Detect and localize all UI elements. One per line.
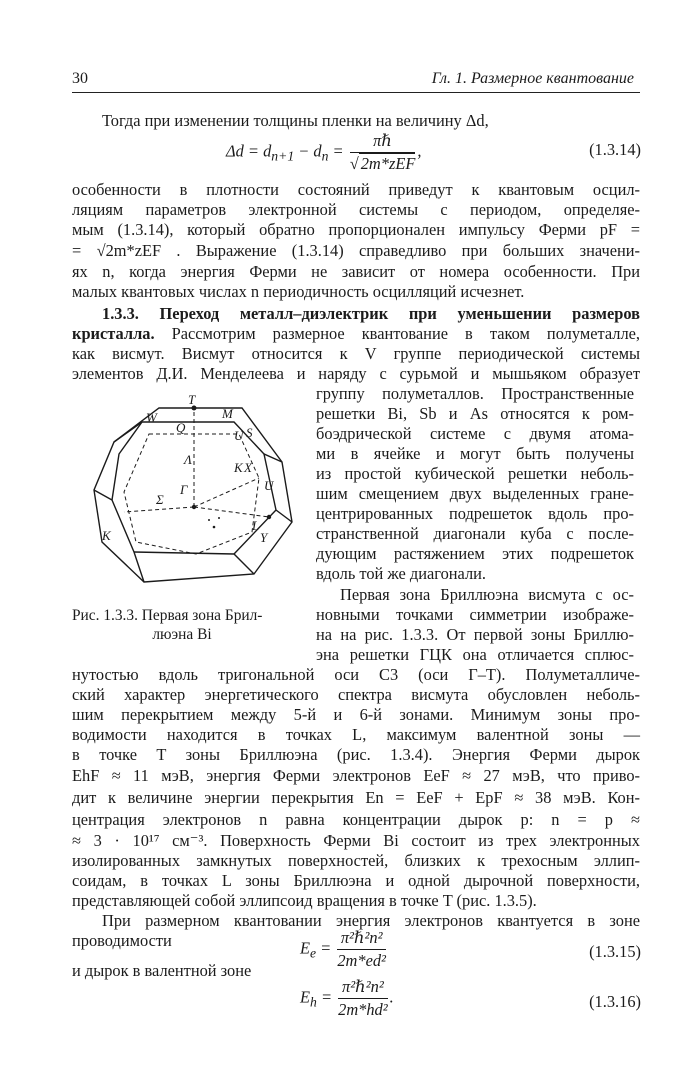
gamma-l-line — [194, 507, 269, 517]
text-line: ми в ячейке и могут быть получены — [316, 444, 634, 463]
fermi-pocket — [208, 519, 210, 521]
equation-1-3-16 — [300, 977, 394, 1020]
label-u: U — [234, 428, 244, 443]
text-line: ≈ 3 · 10¹⁷ см⁻³. Поверхность Ферми Bi состоит из трех электронных — [72, 831, 640, 850]
label-x: X — [244, 460, 252, 475]
text-line: Первая зона Бриллюэна висмута с ос- — [340, 585, 634, 604]
text-line: ский характер энергетического спектра висмута обусловлен неболь- — [72, 685, 640, 704]
eq-tail: , — [417, 141, 422, 161]
eq-sign: = — [316, 938, 332, 958]
gamma-k-line — [194, 478, 259, 507]
label-sigma: Σ — [156, 492, 164, 507]
text-line: на на рис. 1.3.3. От первой зоны Бриллю- — [316, 625, 634, 644]
section-heading-end: кристалла. — [72, 324, 155, 343]
equation-number: (1.3.16) — [589, 992, 641, 1011]
figure-caption: люэна Bi — [152, 626, 212, 643]
text-line: новными точками симметрии изображе- — [316, 605, 634, 624]
eq-sub: h — [310, 994, 317, 1010]
text-line: представляющей собой эллипсоид вращения в точке T (рис. 1.3.5). — [72, 891, 537, 910]
label-u-lower: U — [264, 478, 274, 493]
label-q: Q — [176, 420, 186, 435]
running-head: Гл. 1. Размерное квантование — [431, 70, 634, 87]
text-line: из простой кубической решетки неболь- — [316, 464, 634, 483]
text-line: центрированных подрешеток вдоль про- — [316, 504, 634, 523]
gamma-sigma-line — [124, 507, 194, 512]
equation-number: (1.3.15) — [589, 942, 641, 961]
text-span: Рассмотрим размерное квантование в таком полуметалле, — [154, 324, 640, 343]
text-line: и дырок в валентной зоне — [72, 961, 252, 980]
text-line: решетки Bi, Sb и As относятся к ром- — [316, 404, 634, 423]
text-line: шим перекрытием между 5-й и 6-й зонами. Минимум зоны про- — [72, 705, 640, 724]
eq-sign: = — [328, 141, 344, 161]
text-line: дующим растяжением этих подрешеток — [316, 544, 634, 563]
text-line: EhF ≈ 11 мэВ, энергия Ферми электронов EeF ≈ 27 мэВ, что приво- — [72, 766, 640, 785]
text-line: малых квантовых числах n периодичность осцилляций исчезнет. — [72, 282, 525, 301]
brillouin-zone-figure — [84, 392, 304, 592]
text-line: группу полуметаллов. Пространственные — [316, 384, 634, 403]
eq-lhs: Δd = d — [226, 141, 272, 161]
eq-denominator: 2m*hd² — [338, 1000, 388, 1019]
text-line: мым (1.3.14), который обратно пропорционален импульсу Ферми pF = — [72, 220, 640, 239]
text-line: в точке T зоны Бриллюэна (рис. 1.3.4). Энергия Ферми дырок — [72, 745, 640, 764]
text-line: ях n, когда энергия Ферми не зависит от номера особенности. При — [72, 262, 640, 281]
eq-numerator: π²ℏ²n² — [337, 928, 386, 950]
text-line: дит к величине энергии перекрытия En = EeF + EpF ≈ 38 мэВ. Кон- — [72, 788, 640, 807]
equation-number: (1.3.14) — [589, 140, 641, 159]
label-y: Y — [260, 530, 268, 545]
eq-tail: . — [389, 987, 394, 1007]
point-gamma — [192, 505, 196, 509]
text-line: особенности в плотности состояний приведут к квантовым осцил- — [72, 180, 640, 199]
text-line: = √2m*zEF . Выражение (1.3.14) справедливо при больших значени- — [72, 241, 640, 260]
eq-fraction: $\frac{\text{πℏ}}{\text{√ 2m*zEF}}$ — [349, 131, 416, 173]
eq-mid: − d — [294, 141, 322, 161]
eq-fraction — [338, 977, 388, 1020]
label-m: M — [222, 406, 233, 421]
zone-edge — [134, 552, 254, 574]
text-line: Тогда при изменении толщины пленки на величину Δd, — [102, 111, 489, 130]
label-t: T — [188, 392, 196, 407]
label-w: W — [146, 410, 157, 425]
text-line: ляциям параметров электронной системы с периодом, определяе- — [72, 200, 640, 219]
page-header — [72, 70, 640, 93]
eq-sub: n+1 — [271, 148, 295, 164]
label-lambda: Λ — [184, 452, 192, 467]
eq-lhs: E — [300, 987, 311, 1007]
text-line — [72, 324, 640, 344]
text-line: центрация электронов n равна концентрации дырок p: n = p ≈ — [72, 810, 640, 829]
label-l: L — [252, 518, 260, 533]
equation-1-3-14 — [226, 131, 421, 174]
fermi-pocket — [213, 526, 216, 529]
eq-sub: e — [310, 945, 317, 961]
text-line: соидам, в точках L зоны Бриллюэна и одной дырочной поверхности, — [72, 871, 640, 890]
text-line: боэдрической системе с двумя атома- — [316, 424, 634, 443]
label-gamma: Γ — [180, 482, 188, 497]
eq-numerator: πℏ — [350, 131, 416, 153]
text-line: вдоль той же диагонали. — [316, 564, 487, 583]
brillouin-zone-diagram — [84, 392, 304, 592]
text-line: проводимости — [72, 931, 172, 950]
figure-caption: Рис. 1.3.3. Первая зона Брил- — [72, 607, 263, 624]
eq-denominator: 2m*ed² — [337, 951, 386, 970]
text-line: эна решетки ГЦК она отличается сплюс- — [316, 645, 634, 664]
eq-sub: n — [321, 148, 329, 164]
label-k-lower: K — [102, 528, 111, 543]
label-k: K — [234, 460, 243, 475]
text-line: При размерном квантовании энергия электронов квантуется в зоне — [102, 911, 640, 930]
text-line: как висмут. Висмут относится к V группе периодической системы — [72, 344, 640, 363]
eq-numerator: π²ℏ²n² — [338, 977, 388, 999]
text-line: нутостью вдоль тригональной оси C3 (оси Γ–T). Полуметалличе- — [72, 665, 640, 684]
point-l — [267, 515, 271, 519]
text-line: изолированных замкнутых поверхностей, близких к трехосным эллип- — [72, 851, 640, 870]
eq-denominator: 2m*zEF — [360, 154, 416, 173]
section-heading: 1.3.3. Переход металл–диэлектрик при уменьшении размеров — [102, 304, 640, 323]
eq-sign: = — [316, 987, 333, 1007]
page-number: 30 — [72, 70, 88, 87]
text-line: элементов Д.И. Менделеева и наряду с сурьмой и мышьяком образует — [72, 364, 640, 383]
fermi-pocket — [218, 517, 220, 519]
eq-lhs: E — [300, 938, 311, 958]
text-line: шим смещением двух выделенных гране- — [316, 484, 634, 503]
text-line: водимости находится в точках L, максимум валентной зоны — — [72, 725, 640, 744]
text-line: странственной диагонали куба с после- — [316, 524, 634, 543]
label-s: S — [246, 425, 253, 440]
